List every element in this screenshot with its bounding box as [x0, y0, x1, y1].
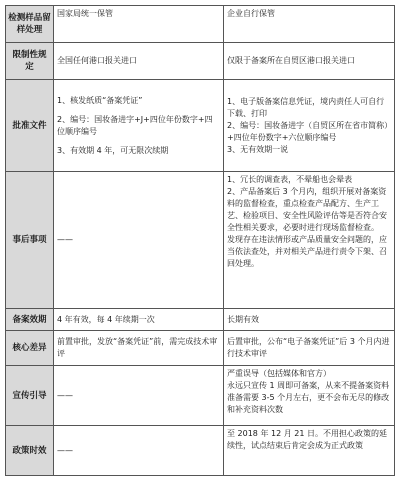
post-self-item-1: 1、冗长的调查表，不晕船也会晕表 — [227, 175, 353, 184]
row-label-limit: 限制性规 定 — [6, 43, 54, 80]
row-label-promo: 宣传引导 — [6, 366, 54, 426]
comparison-table — [5, 5, 395, 476]
cell-timing-self: 至 2018 年 12 月 21 日。不用担心政策的延续性，试点结束后肯定会成为正式政策 — [224, 426, 395, 476]
post-self-item-2: 2、产品备案后 3 个月内，组织开展对备案资料的监督检查，重点检查产品配方、生产工艺、检验项目、安全性风险评估等是否符合安全性相关要求，必要时进行现场监督检查。 — [227, 187, 387, 232]
row-label-timing: 政策时效 — [6, 426, 54, 476]
row-label-approval: 批准文件 — [6, 80, 54, 172]
cell-core-unified: 前置审批，发放“备案凭证”前，需完成技术审评 — [54, 331, 224, 366]
header-self-storage: 企业自行保管 — [224, 6, 395, 43]
cell-limit-self: 仅限于备案所在自贸区港口报关进口 — [224, 43, 395, 80]
row-label-post: 事后事项 — [6, 172, 54, 309]
row-promo — [6, 366, 395, 426]
approval-self-item-3: 3、无有效期一说 — [227, 144, 289, 154]
cell-core-self: 后置审批，公布“电子备案凭证”后 3 个月内进行技术审评 — [224, 331, 395, 366]
row-limit — [6, 43, 395, 80]
cell-limit-unified: 全国任何港口报关进口 — [54, 43, 224, 80]
row-label-validity: 备案效期 — [6, 309, 54, 331]
row-approval — [6, 80, 395, 172]
table-header-row — [6, 6, 395, 43]
post-self-item-3: 发现存在违法情形或产品质量安全问题的，应当依法查处，并对相关产品进行责令下架、召回处理。 — [227, 235, 387, 268]
header-corner-cell: 检测样品留样处理 — [6, 6, 54, 43]
cell-approval-self — [224, 80, 395, 172]
promo-self-item-1: 严重误导（包括媒体和官方） — [227, 369, 331, 378]
cell-validity-self: 长期有效 — [224, 309, 395, 331]
cell-approval-unified — [54, 80, 224, 172]
promo-self-item-2: 永远只宣传 1 周即可备案，从来不提备案资料准备需要 3-5 个月左右，更不会布无尽的修改和补充资料次数 — [227, 381, 390, 414]
row-label-core: 核心差异 — [6, 331, 54, 366]
approval-self-item-1: 1、电子版备案信息凭证，境内责任人可自行下载、打印 — [227, 96, 385, 118]
approval-unified-item-1: 1、核发纸质“备案凭证” — [57, 95, 143, 105]
row-core — [6, 331, 395, 366]
row-timing — [6, 426, 395, 476]
row-validity — [6, 309, 395, 331]
cell-post-unified: —— — [54, 172, 224, 309]
cell-promo-unified: —— — [54, 366, 224, 426]
approval-self-item-2: 2、编号：国妆备进字（自贸区所在省市简称）+四位年份数字+六位顺序编号 — [227, 120, 389, 142]
cell-post-self — [224, 172, 395, 309]
cell-validity-unified: 4 年有效，每 4 年续期一次 — [54, 309, 224, 331]
cell-timing-unified: —— — [54, 426, 224, 476]
approval-unified-item-2: 2、编号：国妆备进字+J+四位年份数字+四位顺序编号 — [57, 114, 213, 136]
row-post — [6, 172, 395, 309]
cell-promo-self — [224, 366, 395, 426]
approval-unified-item-3: 3、有效期 4 年，可无限次续期 — [57, 145, 169, 155]
header-unified-storage: 国家局统一保管 — [54, 6, 224, 43]
